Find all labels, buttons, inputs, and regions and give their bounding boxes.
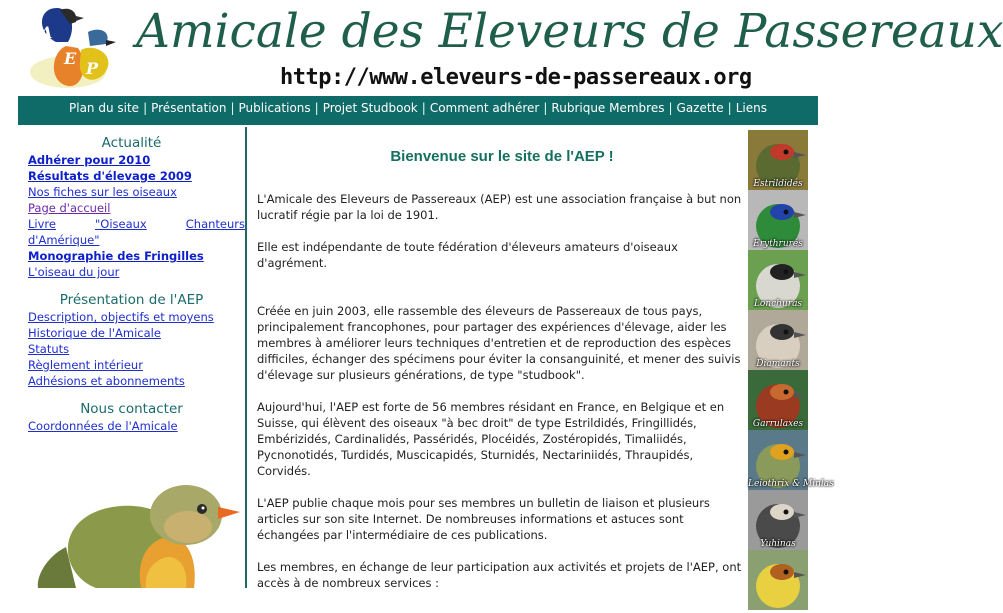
site-header xyxy=(18,0,1003,96)
bird-thumbnail-link[interactable] xyxy=(748,250,808,310)
leiothrix-bird-illustration xyxy=(26,467,241,588)
logo-letter-e: E xyxy=(64,49,77,68)
nav-separator: | xyxy=(314,101,319,115)
main-nav xyxy=(18,96,818,125)
paragraph-history: Créée en juin 2003, elle rassemble des éleveurs de Passereaux de tous pays, principalement francophones, pour partager des expériences d'élevage, aider les membres à améliorer leurs techniques d'entretien et de reproduction des espèces difficiles, échanger des spécimens pour éviter la consanguinité, et mener des suivis d'élevage sur plusieurs générations, de type "studbook". xyxy=(257,304,741,382)
section-title-presentation: Présentation de l'AEP xyxy=(59,292,204,308)
nav-separator: | xyxy=(143,101,148,115)
bird-thumbnail-link[interactable] xyxy=(748,370,808,430)
link-adhesions-abonnements[interactable]: Adhésions et abonnements xyxy=(28,374,185,388)
link-historique[interactable]: Historique de l'Amicale xyxy=(28,326,161,340)
link-reglement-interieur[interactable]: Règlement intérieur xyxy=(28,358,143,372)
logo-letter-a: A xyxy=(40,23,53,42)
nav-comment-adherer[interactable]: Comment adhérer xyxy=(429,101,540,115)
link-resultats-elevage[interactable]: Résultats d'élevage 2009 xyxy=(28,169,192,183)
paragraph-publications: L'AEP publie chaque mois pour ses membres un bulletin de liaison et plusieurs articles sur son site Internet. De nombreuses informations et astuces sont échangées par l'intermédiaire de ces publications. xyxy=(257,496,710,542)
logo-letter-p: P xyxy=(86,59,99,78)
bird-thumbnail-label: Leiothrix & Minlas xyxy=(748,479,834,489)
nav-presentation[interactable]: Présentation xyxy=(151,101,227,115)
link-description[interactable]: Description, objectifs et moyens xyxy=(28,310,214,324)
welcome-heading: Bienvenue sur le site de l'AEP ! xyxy=(390,148,614,165)
nav-rubrique-membres[interactable]: Rubrique Membres xyxy=(551,101,665,115)
bird-thumbnail-label: Garrulaxes xyxy=(752,419,804,429)
left-sidebar xyxy=(18,127,247,588)
bird-thumbnail-link[interactable] xyxy=(748,430,834,490)
section-title-actualite: Actualité xyxy=(101,135,162,151)
bird-thumbnail-link[interactable] xyxy=(748,550,808,610)
link-livre-continuation[interactable]: d'Amérique" xyxy=(28,233,100,247)
main-content xyxy=(257,127,747,588)
bird-thumbnail-link[interactable] xyxy=(748,310,808,370)
paragraph-services: Les membres, en échange de leur participation aux activités et projets de l'AEP, ont accès à de nombreux services : xyxy=(257,560,742,590)
section-title-contact: Nous contacter xyxy=(80,401,183,417)
nav-separator: | xyxy=(727,101,732,115)
link-livre-word-1: Livre xyxy=(28,217,56,231)
nav-separator: | xyxy=(230,101,235,115)
link-oiseau-du-jour[interactable]: L'oiseau du jour xyxy=(28,265,120,279)
aep-logo[interactable] xyxy=(26,2,118,94)
bird-thumbnail-label: Erythrurés xyxy=(753,239,803,249)
nav-plan-du-site[interactable]: Plan du site xyxy=(69,101,140,115)
sidebar-section-presentation xyxy=(18,292,245,389)
bird-thumbnail-image xyxy=(748,550,808,610)
link-adherer-2010[interactable]: Adhérer pour 2010 xyxy=(28,153,151,167)
bird-thumbnail-label: Lonchuras xyxy=(753,299,803,309)
bird-thumbnail-link[interactable] xyxy=(748,130,808,190)
nav-gazette[interactable]: Gazette xyxy=(676,101,724,115)
nav-projet-studbook[interactable]: Projet Studbook xyxy=(322,101,418,115)
bird-thumbnail-column xyxy=(748,130,834,588)
nav-separator: | xyxy=(668,101,673,115)
paragraph-intro: L'Amicale des Eleveurs de Passereaux (AEP) est une association française à but non lucratif régie par la loi de 1901. xyxy=(257,192,742,222)
nav-publications[interactable]: Publications xyxy=(238,101,311,115)
site-title: Amicale des Eleveurs de Passereaux xyxy=(136,4,1003,59)
link-monographie-fringilles[interactable]: Monographie des Fringilles xyxy=(28,249,204,263)
link-livre-word-3: Chanteurs xyxy=(185,217,245,231)
bird-thumbnail-label: Diamants xyxy=(756,359,800,369)
bird-thumbnail-link[interactable] xyxy=(748,190,808,250)
bird-thumbnail-label: Estrildidés xyxy=(753,179,803,189)
link-statuts[interactable]: Statuts xyxy=(28,342,70,356)
link-page-accueil[interactable]: Page d'accueil xyxy=(28,201,111,215)
nav-separator: | xyxy=(421,101,426,115)
nav-liens[interactable]: Liens xyxy=(735,101,767,115)
sidebar-section-contact xyxy=(18,401,245,434)
link-livre-oiseaux-chanteurs[interactable] xyxy=(28,216,245,232)
paragraph-members: Aujourd'hui, l'AEP est forte de 56 membres résidant en France, en Belgique et en Suisse, qui élèvent des oiseaux "à bec droit" de type Estrildidés, Fringillidés, Embérizidés, Cardinalidés, Passéridés, Plocéidés, Zostéropidés, Timaliidés, Pycnonotidés, Turdidés, Muscicapidés, Sturnidés, Nectariniidés, Thraupidés, Corvidés. xyxy=(257,400,725,478)
bird-thumbnail-label: Yuhinas xyxy=(760,539,796,549)
site-url: http://www.eleveurs-de-passereaux.org xyxy=(280,65,752,90)
sidebar-section-actualite xyxy=(18,135,245,280)
link-livre-word-2: "Oiseaux xyxy=(94,217,147,231)
link-fiches-oiseaux[interactable]: Nos fiches sur les oiseaux xyxy=(28,185,177,199)
nav-separator: | xyxy=(543,101,548,115)
bird-thumbnail-link[interactable] xyxy=(748,490,808,550)
paragraph-independence: Elle est indépendante de toute fédération d'éleveurs amateurs d'oiseaux d'agrément. xyxy=(257,240,678,270)
link-coordonnees[interactable]: Coordonnées de l'Amicale xyxy=(28,419,178,433)
